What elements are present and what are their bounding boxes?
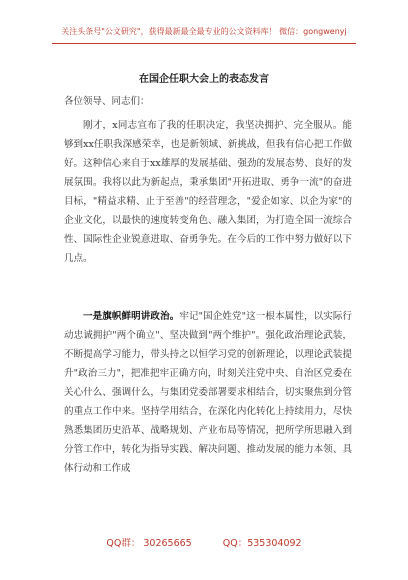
paragraph-2-body: 牢记"国企姓党"这一根本属性，以实际行动忠诚拥护"两个确立"、坚决做到"两个维护"。强化政治理论武装，不断提高学习能力，带头持之以恒学习党的创新理论，以理论武装提升"政治三力"，把准把牢正确方向，时刻关注党中央、自治区党委在关心什么、强调什么，与集团党委部署要求相结合，切实聚焦到分管的重点工作中来。坚持学用结合，在深化内化转化上持续用力，尽快熟悉集团历史沿革、战略规划、产业布局等情况，把所学所思融入到分管工作中，转化为指导实践、解决问题、推动发展的能力本领、具体行动和工作成: [64, 311, 352, 474]
greeting: 各位领导、同志们：: [64, 96, 150, 107]
footer: [0, 535, 408, 549]
footer-qq-group: QQ群： 30265665: [106, 538, 192, 549]
header-divider: [52, 43, 356, 44]
document-title: 在国企任职大会上的表态发言: [139, 74, 269, 85]
paragraph-2-lead: 一是旗帜鲜明讲政治。: [83, 311, 180, 322]
paragraph-1: 刚才，x同志宣布了我的任职决定，我坚决拥护、完全服从。能够到xx任职我深感荣幸，也是新领域、新挑战，但我有信心把工作做好。这种信心来自于xx雄厚的发展基础、强劲的发展态势、良好的发展氛围。我将以此为新起点，秉承集团"开拓进取、勇争一流"的奋进目标，"精益求精、止于至善"的经营理念，"爱企如家、以企为家"的企业文化，以最快的速度转变角色、融入集团，为打造全国一流综合性、国际性企业锐意进取、奋勇争先。在今后的工作中努力做好以下几点。: [64, 120, 352, 264]
header-banner: 关注头条号"公文研究"，获得最新最全最专业的公文资料库！ 微信：gongwenyj: [61, 27, 347, 36]
paragraph-2: [64, 307, 352, 478]
footer-qq: QQ：535304092: [222, 538, 302, 549]
